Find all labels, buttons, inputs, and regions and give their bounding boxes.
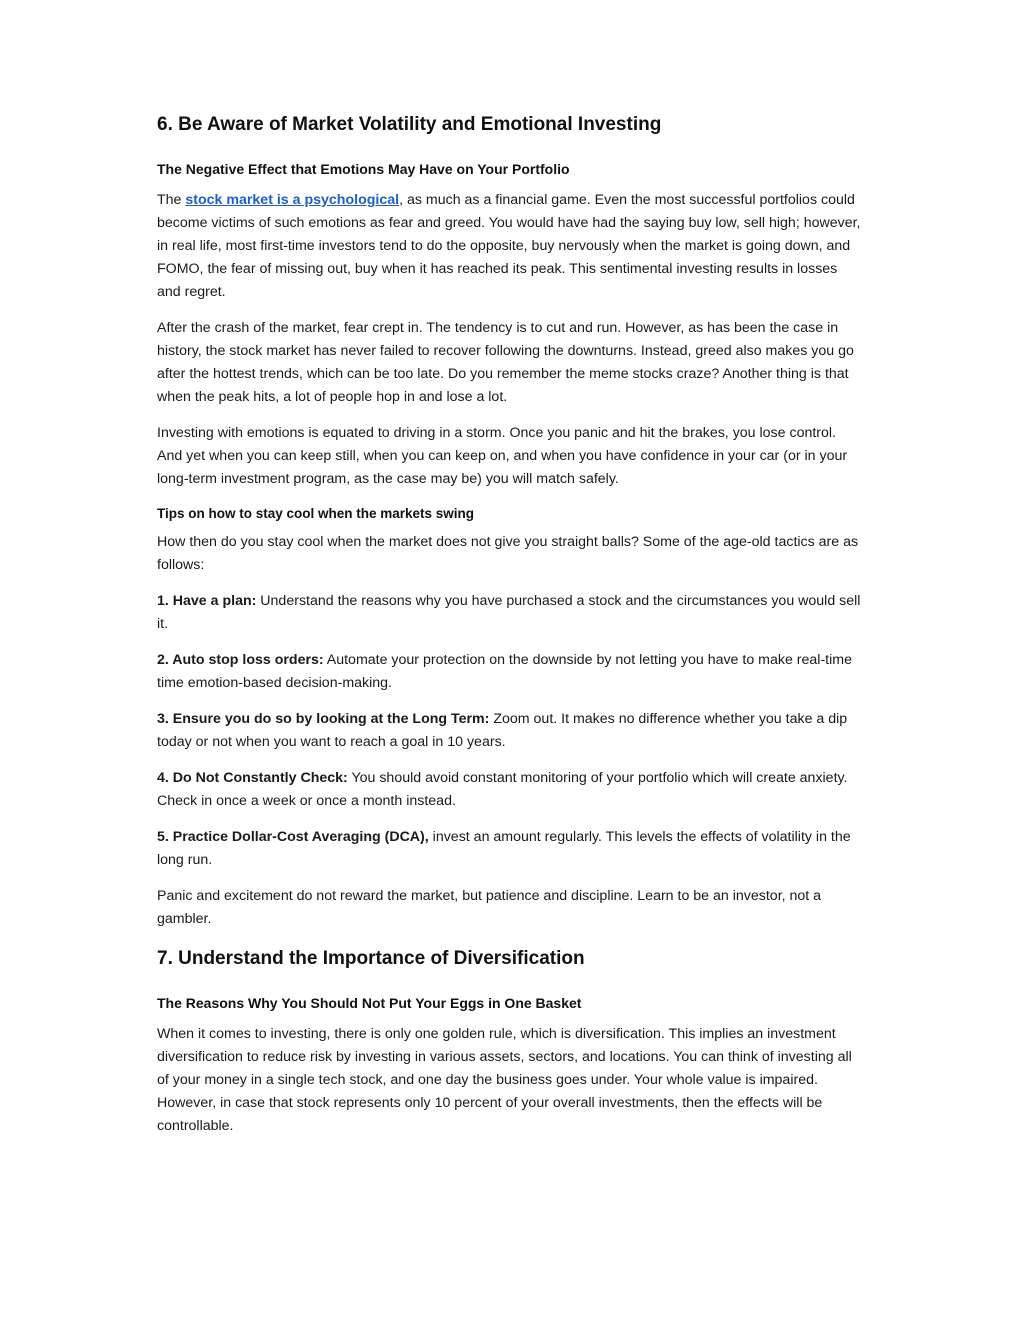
tip-text: invest an amount regularly. This levels the effects of volatility in the long run. — [157, 829, 851, 868]
tip-item — [157, 826, 862, 872]
section-6-paragraph-3: Investing with emotions is equated to driving in a storm. Once you panic and hit the brakes, you lose control. And yet when you can keep still, when you can keep on, and when you have confidence in your car (or in your long-term investment program, as the case may be) you will match safely. — [157, 425, 848, 487]
tip-label: 5. Practice Dollar-Cost Averaging (DCA), — [157, 829, 429, 845]
section-7-paragraph-1: When it comes to investing, there is only one golden rule, which is diversification. This implies an investment diversification to reduce risk by investing in various assets, sectors, and locations. You can think of investing all of your money in a single tech stock, and one day the business goes under. Your whole value is impaired. However, in case that stock represents only 10 percent of your overall investments, then the effects will be controllable. — [157, 1026, 852, 1134]
tips-heading: Tips on how to stay cool when the markets swing — [157, 506, 475, 521]
section-6-subtitle: The Negative Effect that Emotions May Have on Your Portfolio — [157, 161, 570, 177]
paragraph-suffix: , as much as a financial game. Even the most successful portfolios could become victims of such emotions as fear and greed. You would have had the saying buy low, sell high; however, in real life, most first-time investors tend to do the opposite, buy nervously when the market is going down, and FOMO, the fear of missing out, buy when it has reached its peak. This sentimental investing results in losses and regret. — [157, 192, 861, 300]
document-page — [157, 110, 862, 1151]
tip-text: Zoom out. It makes no difference whether you take a dip today or not when you want to reach a goal in 10 years. — [157, 711, 848, 750]
tip-item — [157, 649, 862, 695]
tip-item — [157, 767, 862, 813]
section-6-paragraph-1 — [157, 189, 862, 304]
tip-text: You should avoid constant monitoring of your portfolio which will create anxiety. Check in once a week or once a month instead. — [157, 770, 848, 809]
paragraph-prefix: The — [157, 192, 186, 208]
stock-market-psychological-link[interactable]: stock market is a psychological — [185, 192, 400, 208]
tips-intro: How then do you stay cool when the market does not give you straight balls? Some of the age-old tactics are as follows: — [157, 534, 859, 573]
tip-label: 2. Auto stop loss orders: — [157, 652, 324, 668]
tip-label: 4. Do Not Constantly Check: — [157, 770, 348, 786]
tip-label: 3. Ensure you do so by looking at the Long Term: — [157, 711, 490, 727]
tip-text: Understand the reasons why you have purchased a stock and the circumstances you would sell it. — [157, 593, 861, 632]
section-6-paragraph-2: After the crash of the market, fear crept in. The tendency is to cut and run. However, as has been the case in history, the stock market has never failed to recover following the downturns. Instead, greed also makes you go after the hottest trends, which can be too late. Do you remember the meme stocks craze? Another thing is that when the peak hits, a lot of people hop in and lose a lot. — [157, 320, 854, 405]
tip-text: Automate your protection on the downside by not letting you have to make real-time time emotion-based decision-making. — [157, 652, 852, 691]
section-7-subtitle: The Reasons Why You Should Not Put Your Eggs in One Basket — [157, 995, 582, 1011]
tip-item — [157, 708, 862, 754]
section-6-closing: Panic and excitement do not reward the market, but patience and discipline. Learn to be an investor, not a gambler. — [157, 888, 822, 927]
tip-label: 1. Have a plan: — [157, 593, 257, 609]
section-6-title: 6. Be Aware of Market Volatility and Emotional Investing — [157, 114, 662, 135]
tip-item — [157, 590, 862, 636]
section-7-title: 7. Understand the Importance of Diversification — [157, 948, 585, 969]
